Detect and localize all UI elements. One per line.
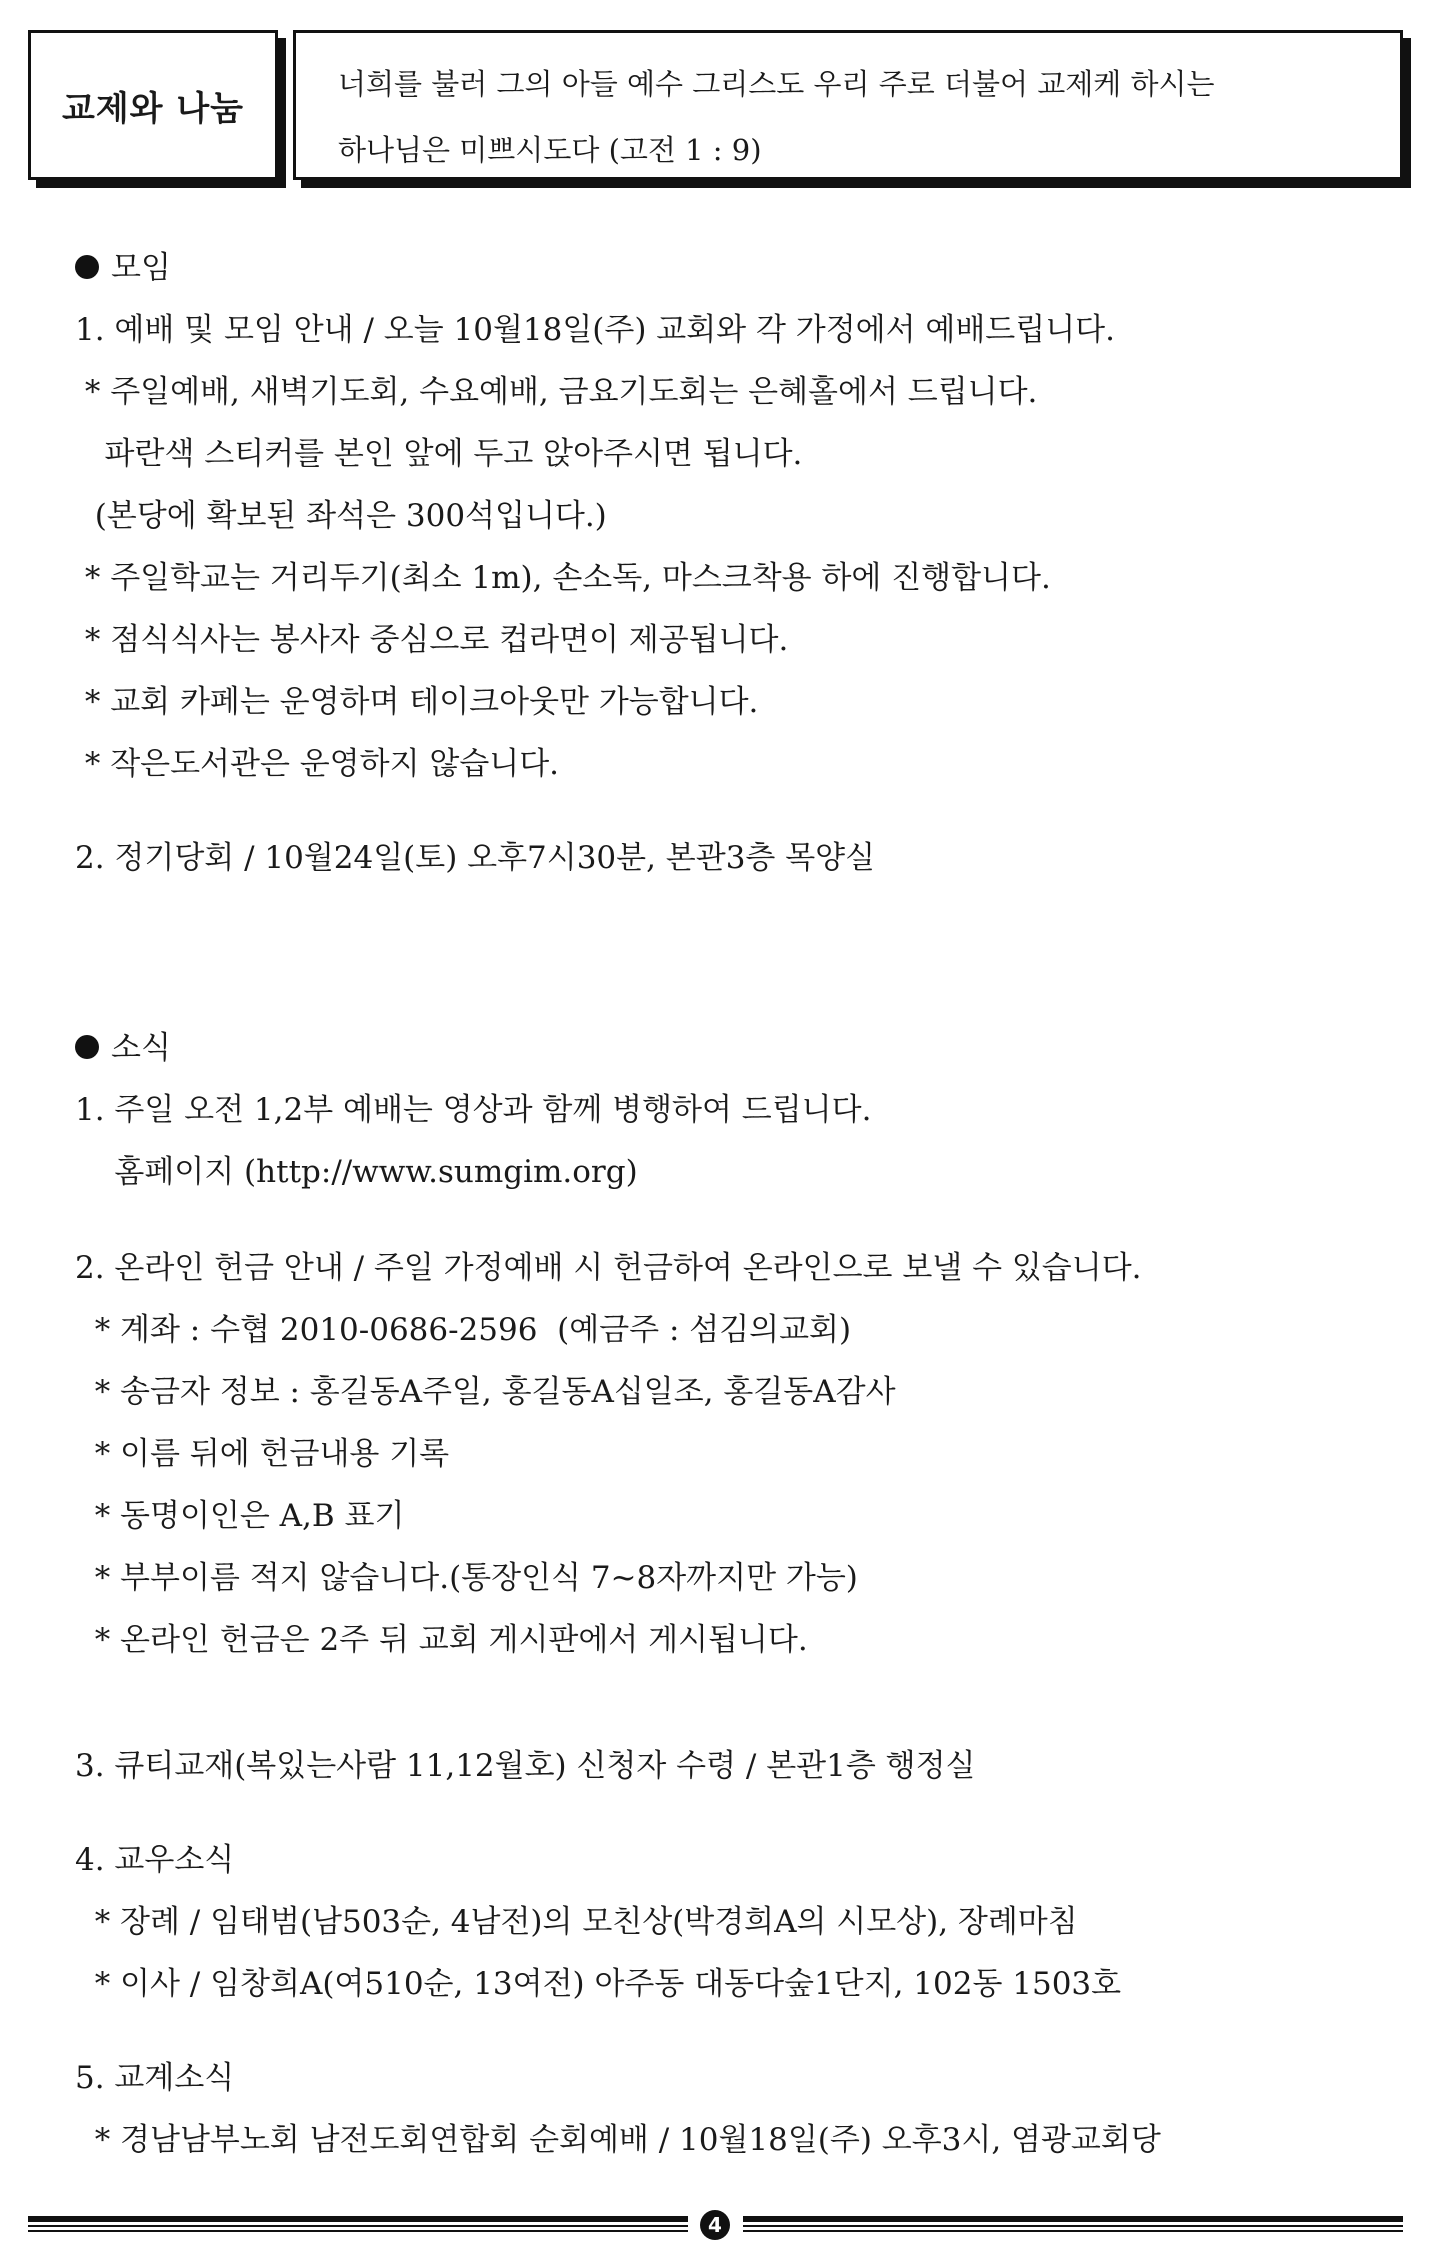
page-footer (28, 2210, 1403, 2238)
news-item: * 송금자 정보 : 홍길동A주일, 홍길동A십일조, 홍길동A감사 (75, 1374, 896, 1410)
footer-rule (28, 2216, 688, 2232)
gatherings-heading-label: 모임 (111, 250, 171, 286)
news-item: * 계좌 : 수협 2010-0686-2596 (예금주 : 섬김의교회) (75, 1312, 852, 1348)
footer-rule (743, 2216, 1403, 2232)
scripture-verse-line: 하나님은 미쁘시도다 (고전 1 : 9) (338, 133, 762, 167)
news-item: * 장례 / 임태범(남503순, 4남전)의 모친상(박경희A의 시모상), 장례마침 (75, 1904, 1078, 1940)
page-number: 4 (700, 2210, 730, 2240)
news-item: * 이사 / 임창희A(여510순, 13여전) 아주동 대동다숲1단지, 102동 1503호 (75, 1966, 1122, 2002)
scripture-verse-box (293, 30, 1403, 180)
news-heading (75, 1028, 171, 1068)
gatherings-item: 2. 정기당회 / 10월24일(토) 오후7시30분, 본관3층 목양실 (75, 840, 876, 876)
gatherings-item: (본당에 확보된 좌석은 300석입니다.) (75, 498, 607, 534)
gatherings-item: * 점식식사는 봉사자 중심으로 컵라면이 제공됩니다. (75, 622, 789, 658)
gatherings-item: * 주일학교는 거리두기(최소 1m), 손소독, 마스크착용 하에 진행합니다. (75, 560, 1051, 596)
news-item: * 부부이름 적지 않습니다.(통장인식 7~8자까지만 가능) (75, 1560, 858, 1596)
news-item: 1. 주일 오전 1,2부 예배는 영상과 함께 병행하여 드립니다. (75, 1092, 872, 1128)
bullet-icon (75, 255, 99, 279)
gatherings-item: 파란색 스티커를 본인 앞에 두고 앉아주시면 됩니다. (75, 436, 803, 472)
gatherings-item: * 주일예배, 새벽기도회, 수요예배, 금요기도회는 은혜홀에서 드립니다. (75, 374, 1038, 410)
section-title: 교제와 나눔 (61, 88, 245, 129)
gatherings-item: * 작은도서관은 운영하지 않습니다. (75, 746, 560, 782)
gatherings-item: * 교회 카페는 운영하며 테이크아웃만 가능합니다. (75, 684, 759, 720)
bullet-icon (75, 1035, 99, 1059)
news-item: 5. 교계소식 (75, 2060, 235, 2096)
news-item: * 경남남부노회 남전도회연합회 순회예배 / 10월18일(주) 오후3시, 염광교회당 (75, 2122, 1161, 2158)
news-item: 2. 온라인 헌금 안내 / 주일 가정예배 시 헌금하여 온라인으로 보낼 수 있습니다. (75, 1250, 1142, 1286)
news-item: * 이름 뒤에 헌금내용 기록 (75, 1436, 450, 1472)
scripture-verse-line: 너희를 불러 그의 아들 예수 그리스도 우리 주로 더불어 교제케 하시는 (338, 67, 1215, 101)
section-title-box (28, 30, 278, 180)
gatherings-item: 1. 예배 및 모임 안내 / 오늘 10월18일(주) 교회와 각 가정에서 예배드립니다. (75, 312, 1115, 348)
news-item: 3. 큐티교재(복있는사람 11,12월호) 신청자 수령 / 본관1층 행정실 (75, 1748, 976, 1784)
gatherings-heading (75, 248, 171, 288)
news-heading-label: 소식 (111, 1030, 171, 1066)
news-item: * 온라인 헌금은 2주 뒤 교회 게시판에서 게시됩니다. (75, 1622, 808, 1658)
news-item: * 동명이인은 A,B 표기 (75, 1498, 405, 1534)
news-item: 홈페이지 (http://www.sumgim.org) (75, 1154, 638, 1190)
news-item: 4. 교우소식 (75, 1842, 235, 1878)
